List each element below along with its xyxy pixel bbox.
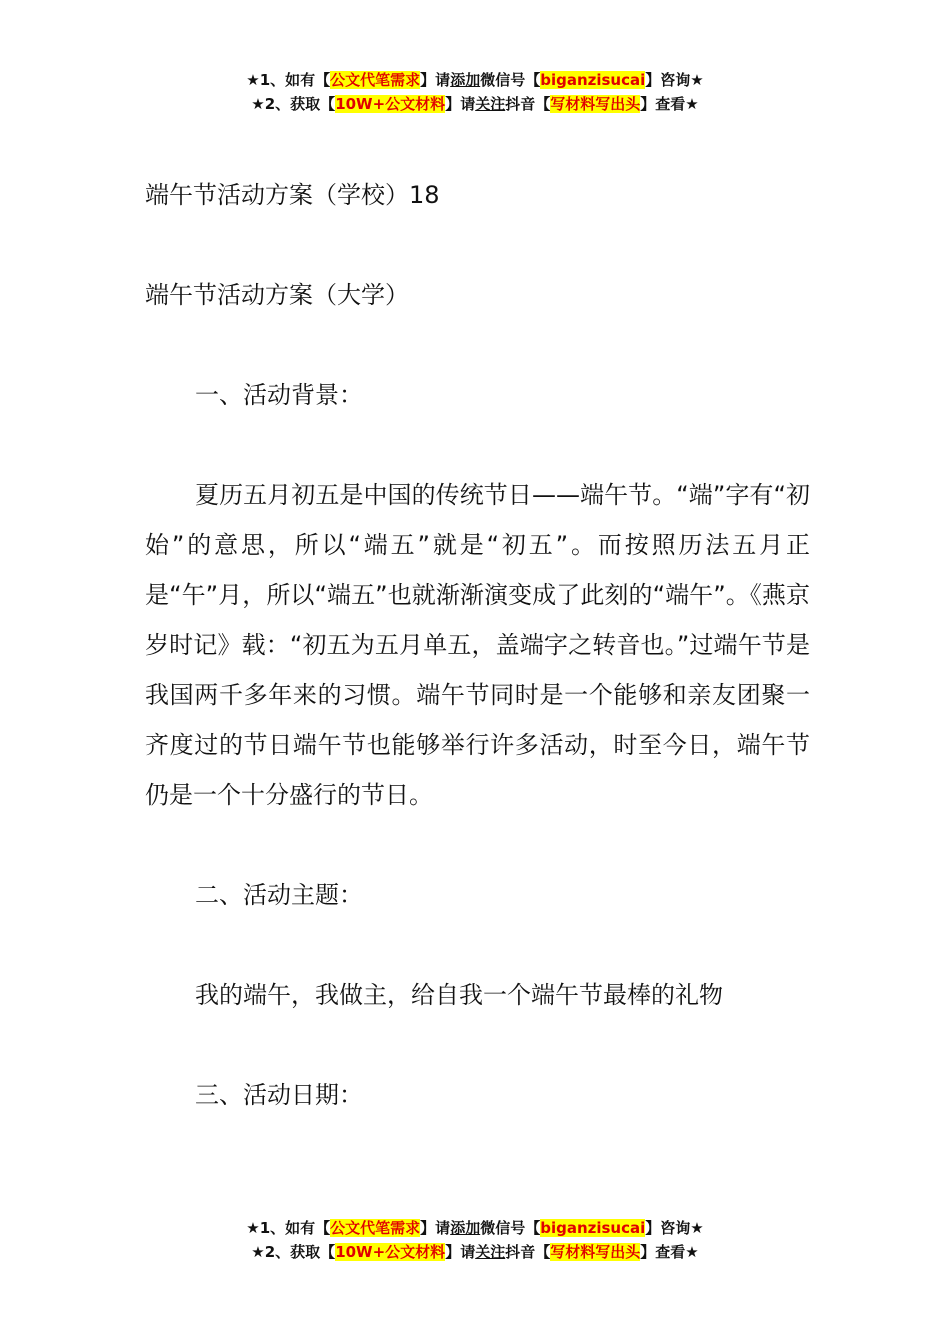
section-body-background: 夏历五月初五是中国的传统节日——端午节。“端”字有“初始”的意思，所以“端五”就是“初五”。而按照历法五月正是“午”月，所以“端五”也就渐渐演变成了此刻的“端午”。《燕京岁时记》载：“初五为五月单五，盖端字之转音也。”过端午节是我国两千多年来的习惯。端午节同时是一个能够和亲友团聚一齐度过的节日端午节也能够举行许多活动，时至今日，端午节仍是一个十分盛行的节日。 (145, 481, 810, 809)
banner-underlined-text: 关注 (475, 95, 506, 113)
banner-underlined-text: 添加 (450, 1219, 481, 1237)
section-heading-background: 一、活动背景： (195, 381, 363, 409)
banner-line-2 (0, 1240, 950, 1264)
banner-text: 】咨询★ (645, 71, 704, 89)
banner-text: 】查看★ (640, 95, 699, 113)
document-subtitle: 端午节活动方案（大学） (145, 281, 409, 309)
section-heading-theme: 二、活动主题： (195, 881, 363, 909)
banner-text: 微信号【 (480, 71, 541, 89)
banner-line-1 (0, 1216, 950, 1240)
banner-text: ★1、如有【 (246, 1219, 331, 1237)
banner-line-1 (0, 68, 950, 92)
banner-underlined-text: 关注 (475, 1243, 506, 1261)
banner-highlight: 10W+公文材料 (335, 95, 446, 113)
banner-highlight: 公文代笔需求 (330, 71, 421, 89)
banner-douyin-account: 写材料写出头 (550, 95, 641, 113)
banner-text: ★2、获取【 (251, 95, 336, 113)
banner-text: 】咨询★ (645, 1219, 704, 1237)
banner-highlight: 10W+公文材料 (335, 1243, 446, 1261)
document-body (145, 170, 810, 1120)
document-title: 端午节活动方案（学校）18 (145, 181, 440, 209)
banner-text: 】请 (420, 71, 451, 89)
banner-underlined-text: 添加 (450, 71, 481, 89)
banner-text: 】查看★ (640, 1243, 699, 1261)
banner-wechat-id: biganzisucai (540, 71, 646, 89)
section-body-theme: 我的端午，我做主，给自我一个端午节最棒的礼物 (195, 981, 723, 1009)
banner-text: 微信号【 (480, 1219, 541, 1237)
banner-highlight: 公文代笔需求 (330, 1219, 421, 1237)
banner-line-2 (0, 92, 950, 116)
banner-text: 抖音【 (505, 1243, 551, 1261)
banner-douyin-account: 写材料写出头 (550, 1243, 641, 1261)
section-heading-date: 三、活动日期： (195, 1081, 363, 1109)
banner-text: ★1、如有【 (246, 71, 331, 89)
banner-text: 】请 (420, 1219, 451, 1237)
banner-wechat-id: biganzisucai (540, 1219, 646, 1237)
banner-text: 抖音【 (505, 95, 551, 113)
footer-banner (0, 1216, 950, 1264)
header-banner (0, 68, 950, 116)
banner-text: 】请 (445, 1243, 476, 1261)
banner-text: 】请 (445, 95, 476, 113)
banner-text: ★2、获取【 (251, 1243, 336, 1261)
